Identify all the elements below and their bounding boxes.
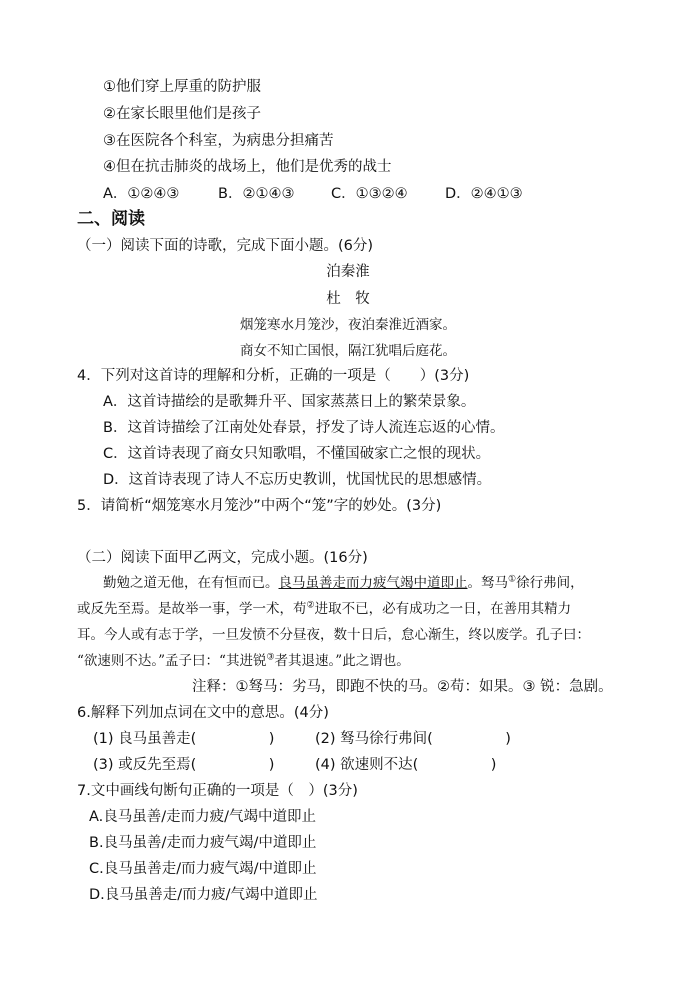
passage-text: 进取不已，必有成功之一日，在善用其精力 [314,601,572,617]
passage-text: “欲速则不达。”孟子曰：“其进锐 [77,653,267,669]
poem-line-2: 商女不知亡国恨，隔江犹唱后庭花。 [240,343,456,359]
poem-title: 泊秦淮 [326,264,370,280]
poem-author: 杜 牧 [326,291,370,307]
q6-item-4: (4) 欲速则不达( ) [315,757,497,773]
q3-option-a: A．①②④③ [103,186,180,202]
passage-line-2 [77,599,571,619]
q3-option-b: B．②①④③ [218,186,295,202]
q6-stem: 6.解释下列加点词在文中的意思。(4分) [77,705,329,721]
passage-text: 者其退速。”此之谓也。 [274,653,410,669]
q4-option-c: C．这首诗表现了商女只知歌唱，不懂国破家亡之恨的现状。 [103,446,491,462]
q7-option-b: B.良马虽善/走而力疲气竭/中道即止 [89,835,317,851]
q6-item-3: (3) 或反先至焉( ) [93,757,275,773]
q6-item-2: (2) 驽马徐行弗间( ) [315,731,511,747]
q4-option-b: B．这首诗描绘了江南处处春景，抒发了诗人流连忘返的心情。 [103,420,505,436]
passage-notes: 注释：①驽马：劣马，即跑不快的马。②苟：如果。③ 锐：急剧。 [192,679,613,695]
passage-text: 。驽马 [467,575,508,591]
passage-text: 徐行弗间， [516,575,584,591]
footnote-marker-2: ② [306,600,315,611]
poem-line-1: 烟笼寒水月笼沙，夜泊秦淮近酒家。 [240,317,456,333]
part2-instruction: （二）阅读下面甲乙两文，完成小题。(16分) [77,550,368,566]
passage-line-3: 耳。今人或有志于学，一旦发愤不分昼夜，数十日后，怠心渐生，终以废学。孔子曰： [77,627,590,643]
footnote-marker-1: ① [508,574,517,585]
section-title-reading: 二、阅读 [77,209,145,229]
q5-stem: 5．请简析“烟笼寒水月笼沙”中两个“笼”字的妙处。(3分) [77,498,442,514]
q7-stem: 7.文中画线句断句正确的一项是（ ）(3分) [77,783,358,799]
q3-option-c: C．①③②④ [331,186,408,202]
q4-option-d: D．这首诗表现了诗人不忘历史教训，忧国忧民的思想感情。 [103,472,492,488]
q3-option-d: D．②④①③ [445,186,523,202]
passage-text: 或反先至焉。是故举一事，学一术，苟 [77,601,307,617]
q6-item-1: (1) 良马虽善走( ) [93,731,275,747]
q4-stem: 4．下列对这首诗的理解和分析，正确的一项是（ ）(3分) [77,368,470,384]
q3-item-2: ②在家长眼里他们是孩子 [103,106,261,122]
q7-option-c: C.良马虽善走/而力疲气竭/中道即止 [89,861,317,877]
q3-item-1: ①他们穿上厚重的防护服 [103,79,261,95]
part1-instruction: （一）阅读下面的诗歌，完成下面小题。(6分) [77,238,374,254]
footnote-marker-3: ③ [266,652,275,663]
passage-line-1 [103,573,584,593]
q3-item-3: ③在医院各个科室，为病患分担痛苦 [103,133,334,149]
q7-option-a: A.良马虽善/走而力疲/气竭中道即止 [89,809,317,825]
passage-text: 勤勉之道无他，在有恒而已。 [103,575,279,591]
passage-line-4 [77,651,410,671]
q4-option-a: A．这首诗描绘的是歌舞升平、国家蒸蒸日上的繁荣景象。 [103,394,476,410]
q7-option-d: D.良马虽善走/而力疲/气竭中道即止 [89,887,318,903]
q3-item-4: ④但在抗击肺炎的战场上，他们是优秀的战士 [103,159,392,175]
underlined-sentence: 良马虽善走而力疲气竭中道即止 [278,575,468,591]
